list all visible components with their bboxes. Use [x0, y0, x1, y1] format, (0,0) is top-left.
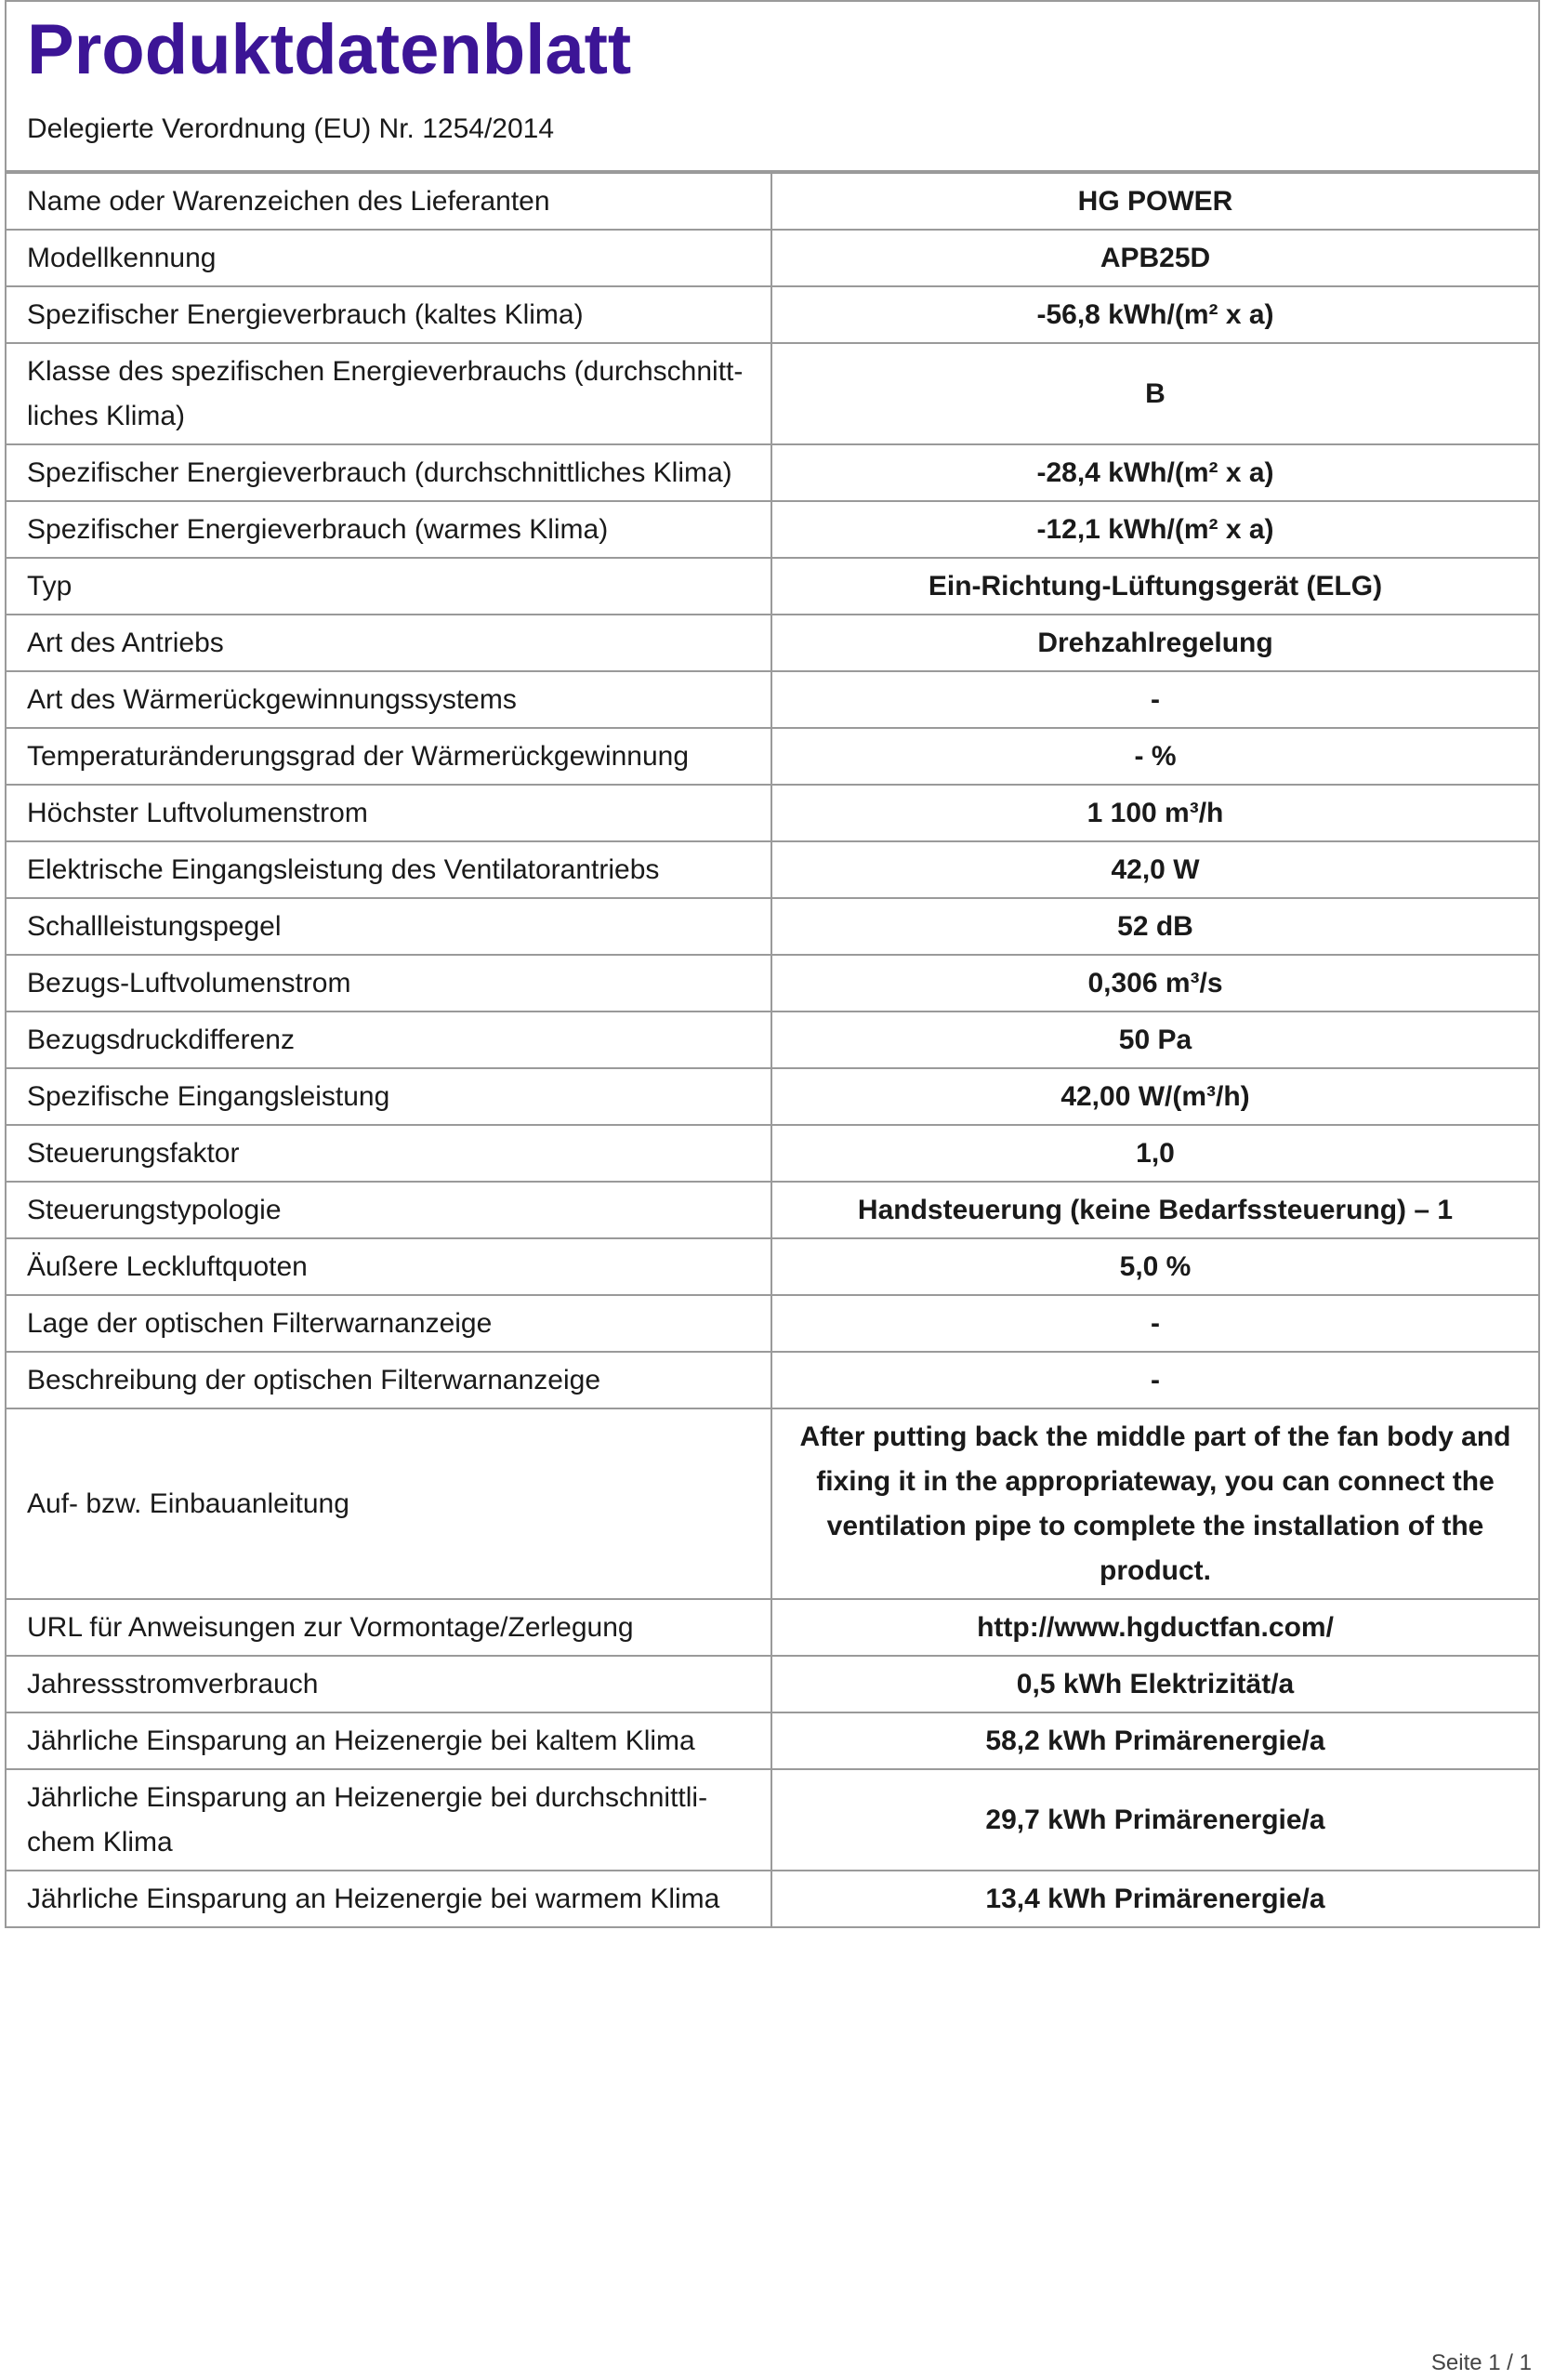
row-value: - [771, 1352, 1539, 1408]
row-label: Höchster Luftvolumenstrom [6, 785, 771, 841]
regulation-reference: Delegierte Verordnung (EU) Nr. 1254/2014 [27, 113, 555, 144]
table-row [6, 785, 1539, 841]
table-row [6, 173, 1539, 230]
table-row [6, 898, 1539, 955]
table-row [6, 1599, 1539, 1656]
row-label: Name oder Warenzeichen des Lieferanten [6, 173, 771, 230]
product-data-table [5, 172, 1540, 1928]
table-row [6, 444, 1539, 501]
row-value: 50 Pa [771, 1012, 1539, 1068]
table-row [6, 286, 1539, 343]
row-value: 52 dB [771, 898, 1539, 955]
table-row [6, 615, 1539, 671]
row-label: Bezugs-Luftvolumenstrom [6, 955, 771, 1012]
row-label: Spezifischer Energieverbrauch (warmes Klima) [6, 501, 771, 558]
row-value: B [771, 343, 1539, 444]
row-value: 0,5 kWh Elektrizität/a [771, 1656, 1539, 1712]
row-value: Ein-Richtung-Lüftungsgerät (ELG) [771, 558, 1539, 615]
page-title: Produktdatenblatt [27, 10, 632, 89]
row-value: 1,0 [771, 1125, 1539, 1182]
table-row [6, 558, 1539, 615]
row-label: Elektrische Eingangsleistung des Ventilatorantriebs [6, 841, 771, 898]
table-row [6, 1656, 1539, 1712]
row-value: - % [771, 728, 1539, 785]
row-label: Klasse des spezifischen Energieverbrauchs (durchschnitt-liches Klima) [6, 343, 771, 444]
table-row [6, 671, 1539, 728]
row-value: -28,4 kWh/(m² x a) [771, 444, 1539, 501]
table-row [6, 1712, 1539, 1769]
row-label: Jährliche Einsparung an Heizenergie bei kaltem Klima [6, 1712, 771, 1769]
table-row [6, 1238, 1539, 1295]
row-value: APB25D [771, 230, 1539, 286]
row-label: Typ [6, 558, 771, 615]
row-value: 42,0 W [771, 841, 1539, 898]
row-label: Jahressstromverbrauch [6, 1656, 771, 1712]
row-label: Schallleistungspegel [6, 898, 771, 955]
table-row [6, 501, 1539, 558]
title-box [5, 0, 1540, 98]
row-value: 0,306 m³/s [771, 955, 1539, 1012]
row-label: Beschreibung der optischen Filterwarnanzeige [6, 1352, 771, 1408]
row-value: HG POWER [771, 173, 1539, 230]
table-row [6, 343, 1539, 444]
row-value: Handsteuerung (keine Bedarfssteuerung) – 1 [771, 1182, 1539, 1238]
row-label: Spezifischer Energieverbrauch (durchschnittliches Klima) [6, 444, 771, 501]
row-value: 13,4 kWh Primärenergie/a [771, 1871, 1539, 1927]
table-row [6, 1408, 1539, 1599]
table-row [6, 1012, 1539, 1068]
table-row [6, 230, 1539, 286]
table-row [6, 728, 1539, 785]
product-data-sheet [5, 0, 1540, 1928]
row-value: -56,8 kWh/(m² x a) [771, 286, 1539, 343]
row-value: http://www.hgductfan.com/ [771, 1599, 1539, 1656]
subtitle-box [5, 98, 1540, 172]
row-label: Jährliche Einsparung an Heizenergie bei durchschnittli-chem Klima [6, 1769, 771, 1871]
row-value: -12,1 kWh/(m² x a) [771, 501, 1539, 558]
table-row [6, 1769, 1539, 1871]
row-label: Steuerungsfaktor [6, 1125, 771, 1182]
table-row [6, 1352, 1539, 1408]
row-label: Steuerungstypologie [6, 1182, 771, 1238]
row-label: Lage der optischen Filterwarnanzeige [6, 1295, 771, 1352]
row-label: Spezifischer Energieverbrauch (kaltes Klima) [6, 286, 771, 343]
table-row [6, 955, 1539, 1012]
row-label: Bezugsdruckdifferenz [6, 1012, 771, 1068]
table-row [6, 1871, 1539, 1927]
row-value: - [771, 671, 1539, 728]
row-label: Jährliche Einsparung an Heizenergie bei warmem Klima [6, 1871, 771, 1927]
row-value: 29,7 kWh Primärenergie/a [771, 1769, 1539, 1871]
row-value: After putting back the middle part of the fan body and fixing it in the appropriateway, you can connect the ventilation pipe to complete the installation of the product. [771, 1408, 1539, 1599]
row-label: Art des Wärmerückgewinnungssystems [6, 671, 771, 728]
table-row [6, 1295, 1539, 1352]
row-label: Spezifische Eingangsleistung [6, 1068, 771, 1125]
row-label: Art des Antriebs [6, 615, 771, 671]
table-row [6, 1125, 1539, 1182]
table-row [6, 1068, 1539, 1125]
row-label: Auf- bzw. Einbauanleitung [6, 1408, 771, 1599]
table-row [6, 1182, 1539, 1238]
row-value: Drehzahlregelung [771, 615, 1539, 671]
row-label: Äußere Leckluftquoten [6, 1238, 771, 1295]
row-value: 42,00 W/(m³/h) [771, 1068, 1539, 1125]
page-number: Seite 1 / 1 [1430, 2350, 1532, 2375]
row-value: - [771, 1295, 1539, 1352]
row-label: Temperaturänderungsgrad der Wärmerückgewinnung [6, 728, 771, 785]
row-label: URL für Anweisungen zur Vormontage/Zerlegung [6, 1599, 771, 1656]
row-value: 5,0 % [771, 1238, 1539, 1295]
table-row [6, 841, 1539, 898]
row-value: 1 100 m³/h [771, 785, 1539, 841]
row-label: Modellkennung [6, 230, 771, 286]
row-value: 58,2 kWh Primärenergie/a [771, 1712, 1539, 1769]
